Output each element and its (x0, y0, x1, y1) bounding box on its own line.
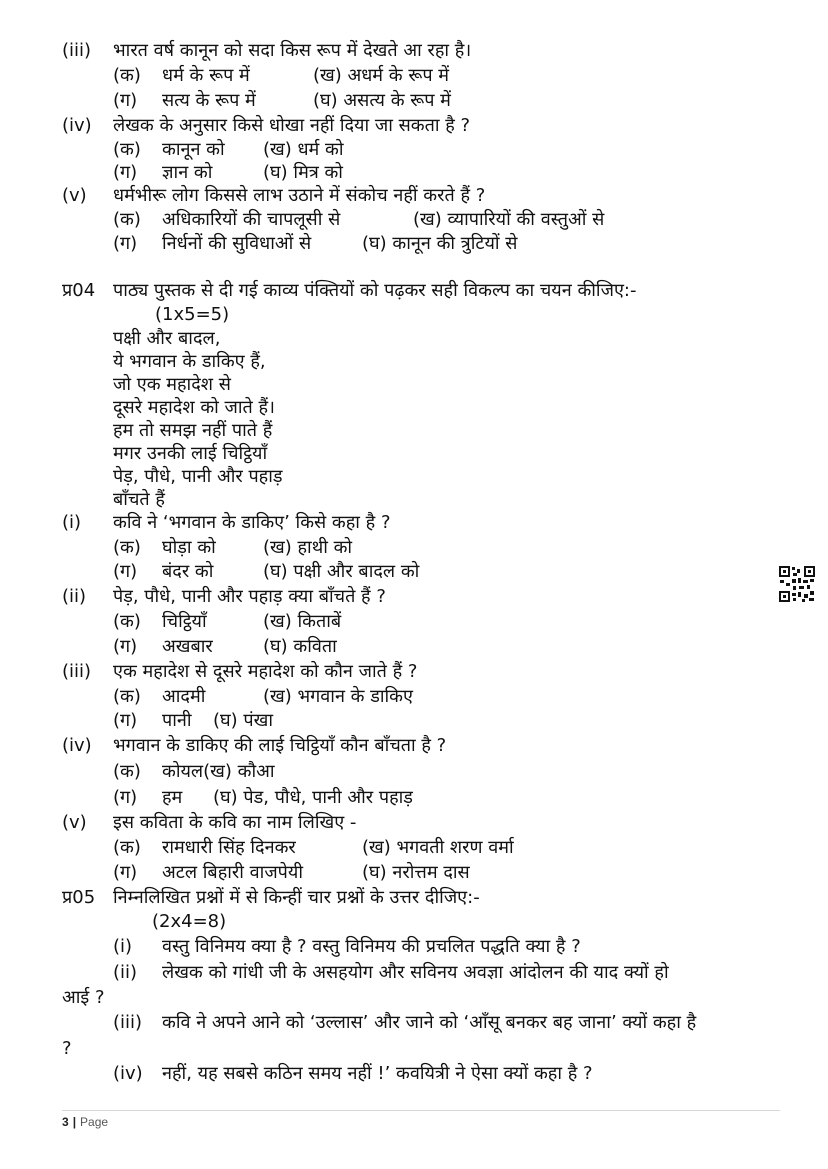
q5-i-question: वस्तु विनिमय क्या है ? वस्तु विनिमय की प्रचलित पद्धति क्या है ? (162, 936, 581, 957)
option-label: (क) (113, 761, 141, 782)
option-label: (ग) (113, 561, 138, 582)
q5-ii-question-continued: आई ? (62, 987, 105, 1008)
poem-line: पक्षी और बादल, (113, 328, 221, 349)
q3-iv-option-c: ज्ञान को (162, 162, 213, 183)
q4-instruction: पाठ्य पुस्तक से दी गई काव्य पंक्तियों को पढ़कर सही विकल्प का चयन कीजिए:- (113, 280, 637, 301)
option-label: (ग) (113, 233, 138, 254)
q4-iii-option-c: पानी (162, 710, 192, 731)
q4-v-option-a: रामधारी सिंह दिनकर (162, 837, 296, 858)
option-label: (ग) (113, 710, 138, 731)
q4-i-option-b: (ख) हाथी को (263, 537, 353, 558)
q4-v-option-d: (घ) नरोत्तम दास (362, 862, 470, 883)
q4-iii-question: एक महादेश से दूसरे महादेश को कौन जाते हैं ? (113, 661, 418, 682)
page-footer (62, 1114, 108, 1130)
q3-iv-option-a: कानून को (162, 139, 225, 160)
q4-v-option-b: (ख) भगवती शरण वर्मा (362, 837, 514, 858)
q4-iii-option-a: आदमी (162, 686, 206, 707)
option-label: (ग) (113, 162, 138, 183)
poem-line: बाँचते हैं (113, 489, 165, 510)
q5-iv-question: नहीं, यह सबसे कठिन समय नहीं !’ कवयित्री ने ऐसा क्यों कहा है ? (162, 1063, 593, 1084)
option-label: (ग) (113, 787, 138, 808)
option-label: (क) (113, 139, 141, 160)
poem-line: हम तो समझ नहीं पाते हैं (113, 420, 273, 441)
option-label: (क) (113, 611, 141, 632)
q5-i-number: (i) (113, 936, 133, 957)
poem-line: जो एक महादेश से (113, 374, 231, 395)
q5-ii-question: लेखक को गांधी जी के असहयोग और सविनय अवज्ञा आंदोलन की याद क्यों हो (162, 962, 669, 983)
footer-divider (62, 1110, 780, 1111)
q4-iii-option-d: (घ) पंखा (213, 710, 274, 731)
poem-line: ये भगवान के डाकिए हैं, (113, 351, 266, 372)
q4-ii-option-a: चिट्ठियाँ (162, 611, 207, 632)
q3-v-option-c: निर्धनों की सुविधाओं से (162, 233, 312, 254)
q4-marks: (1x5=5) (155, 304, 230, 325)
q5-ii-number: (ii) (113, 962, 138, 983)
q3-iv-number: (iv) (62, 115, 92, 136)
option-label: (क) (113, 65, 141, 86)
option-label: (ग) (113, 90, 138, 111)
q4-iii-option-b: (ख) भगवान के डाकिए (263, 686, 413, 707)
q3-iii-question: भारत वर्ष कानून को सदा किस रूप में देखते आ रहा है। (113, 40, 472, 61)
q5-iv-number: (iv) (113, 1063, 143, 1084)
q3-iii-number: (iii) (62, 40, 92, 61)
q4-i-question: कवि ने ‘भगवान के डाकिए’ किसे कहा है ? (113, 512, 391, 533)
q4-iv-option-d: (घ) पेड, पौधे, पानी और पहाड़ (213, 787, 413, 808)
q4-ii-question: पेड़, पौधे, पानी और पहाड़ क्या बाँचते हैं ? (113, 586, 386, 607)
q3-iii-option-d: (घ) असत्य के रूप में (313, 90, 451, 111)
option-label: (ग) (113, 636, 138, 657)
q3-v-option-b: (ख) व्यापारियों की वस्तुओं से (413, 209, 605, 230)
q4-ii-number: (ii) (62, 586, 87, 607)
q4-i-option-d: (घ) पक्षी और बादल को (263, 561, 420, 582)
q5-instruction: निम्नलिखित प्रश्नों में से किन्हीं चार प्रश्नों के उत्तर दीजिए:- (113, 887, 480, 908)
q4-i-option-c: बंदर को (162, 561, 214, 582)
option-label: (क) (113, 837, 141, 858)
footer-separator: | (72, 1115, 77, 1129)
poem-line: पेड़, पौधे, पानी और पहाड़ (113, 466, 283, 487)
q5-iii-question-continued: ? (62, 1038, 72, 1059)
q5-number: प्र05 (62, 887, 96, 908)
option-label: (क) (113, 209, 141, 230)
q4-i-number: (i) (62, 512, 82, 533)
option-label: (क) (113, 537, 141, 558)
page-label: Page (80, 1115, 109, 1129)
qr-code-icon (778, 565, 816, 603)
q4-ii-option-d: (घ) कविता (263, 636, 337, 657)
q3-iv-option-d: (घ) मित्र को (263, 162, 343, 183)
q3-iii-option-b: (ख) अधर्म के रूप में (313, 65, 450, 86)
q3-v-option-d: (घ) कानून की त्रुटियों से (362, 233, 518, 254)
q3-iv-question: लेखक के अनुसार किसे धोखा नहीं दिया जा सकता है ? (113, 115, 471, 136)
q4-iv-number: (iv) (62, 735, 92, 756)
q4-v-number: (v) (62, 812, 87, 833)
q3-iii-option-a: धर्म के रूप में (162, 65, 250, 86)
q4-iii-number: (iii) (62, 661, 92, 682)
option-label: (क) (113, 686, 141, 707)
q4-iv-option-a-b: कोयल(ख) कौआ (162, 761, 275, 782)
q5-marks: (2x4=8) (152, 911, 227, 932)
poem-line: मगर उनकी लाई चिट्ठियाँ (113, 443, 268, 464)
q3-v-question: धर्मभीरू लोग किससे लाभ उठाने में संकोच नहीं करते हैं ? (113, 185, 486, 206)
q4-v-option-c: अटल बिहारी वाजपेयी (162, 862, 304, 883)
q4-i-option-a: घोड़ा को (162, 537, 216, 558)
q5-iii-number: (iii) (113, 1012, 143, 1033)
q4-iv-option-c: हम (162, 787, 183, 808)
poem-line: दूसरे महादेश को जाते हैं। (113, 397, 275, 418)
q3-v-number: (v) (62, 185, 87, 206)
option-label: (ग) (113, 862, 138, 883)
q4-number: प्र04 (62, 280, 96, 301)
q4-ii-option-c: अखबार (162, 636, 213, 657)
q3-v-option-a: अधिकारियों की चापलूसी से (162, 209, 341, 230)
q4-iv-question: भगवान के डाकिए की लाई चिट्ठियाँ कौन बाँचता है ? (113, 735, 447, 756)
q3-iii-option-c: सत्य के रूप में (162, 90, 256, 111)
q4-ii-option-b: (ख) किताबें (263, 611, 342, 632)
q5-iii-question: कवि ने अपने आने को ‘उल्लास’ और जाने को ‘आँसू बनकर बह जाना’ क्यों कहा है (162, 1012, 697, 1033)
page-number: 3 (62, 1115, 69, 1129)
q4-v-question: इस कविता के कवि का नाम लिखिए - (113, 812, 357, 833)
q3-iv-option-b: (ख) धर्म को (263, 139, 344, 160)
